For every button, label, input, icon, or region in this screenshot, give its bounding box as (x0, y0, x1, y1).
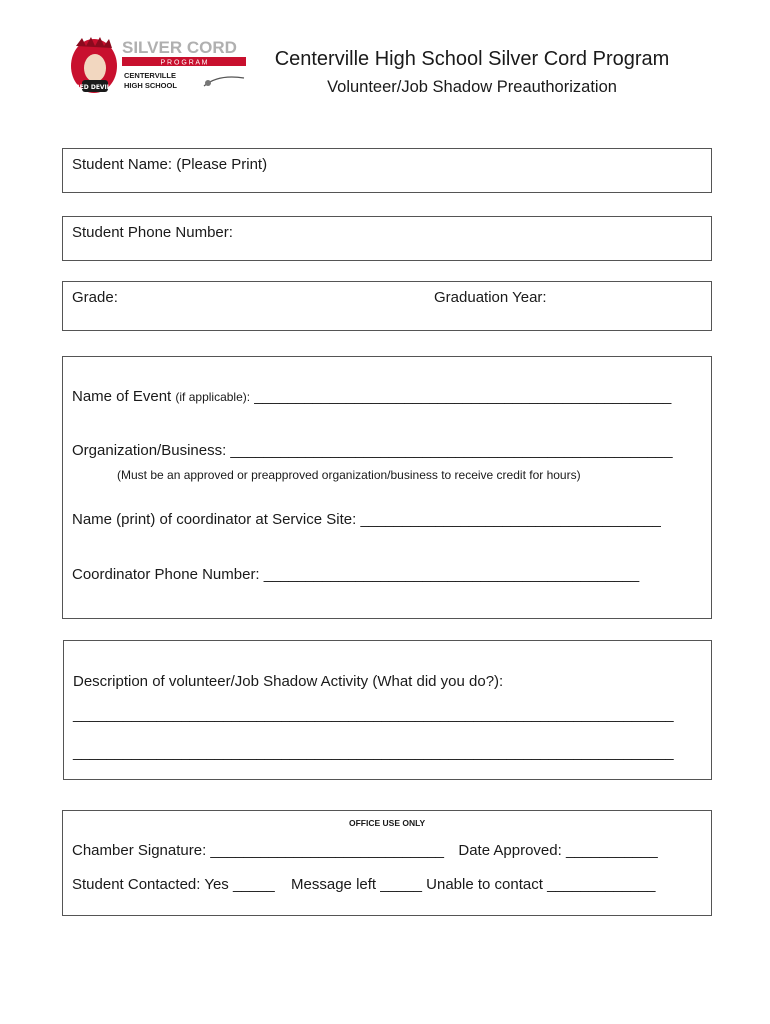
message-left-field[interactable]: _____ (380, 876, 422, 893)
student-contacted-field[interactable]: _____ (232, 876, 275, 893)
logo-line-high-school: HIGH SCHOOL (124, 81, 177, 90)
page-subtitle: Volunteer/Job Shadow Preauthorization (327, 78, 617, 96)
organization-note: (Must be an approved or preapproved organization/business to receive credit for hours) (117, 468, 581, 482)
coordinator-phone-row (72, 566, 639, 583)
grade-box[interactable] (62, 281, 712, 331)
coordinator-name-field[interactable]: ____________________________________ (360, 511, 661, 528)
organization-field[interactable]: _____________________________________________________ (230, 442, 673, 459)
date-approved-label: Date Approved: (458, 842, 562, 859)
unable-to-contact-field[interactable]: _____________ (547, 876, 656, 893)
chamber-signature-label: Chamber Signature: (72, 842, 207, 859)
description-line-1[interactable]: ________________________________________________________________________ (73, 706, 674, 723)
date-approved-field[interactable]: ___________ (565, 842, 658, 859)
student-name-label: Student Name: (Please Print) (72, 156, 268, 173)
logo-line-centerville: CENTERVILLE (124, 71, 176, 80)
logo-line-silver-cord: SILVER CORD (122, 38, 237, 57)
logo-line-program: P R O G R A M (160, 59, 208, 67)
silver-cord-logo (68, 36, 250, 98)
event-name-label: Name of Event (72, 388, 172, 405)
event-name-field[interactable]: __________________________________________________ (254, 388, 672, 405)
coordinator-phone-label: Coordinator Phone Number: (72, 566, 260, 583)
organization-label: Organization/Business: (72, 442, 227, 459)
coordinator-name-label: Name (print) of coordinator at Service Site: (72, 511, 357, 528)
grade-label: Grade: (72, 289, 118, 306)
student-phone-label: Student Phone Number: (72, 224, 233, 241)
student-contacted-label: Student Contacted: Yes (72, 876, 229, 893)
description-line-2[interactable]: ________________________________________________________________________ (73, 744, 674, 761)
chamber-row (72, 842, 658, 859)
office-use-heading: OFFICE USE ONLY (349, 818, 426, 828)
event-name-row (72, 388, 671, 405)
svg-text:RED DEVILS: RED DEVILS (75, 84, 115, 91)
mascot-emblem (71, 37, 117, 93)
coordinator-phone-field[interactable]: _____________________________________________ (263, 566, 640, 583)
coordinator-name-row (72, 511, 661, 528)
event-name-note: (if applicable): (175, 390, 251, 404)
chamber-signature-field[interactable]: ____________________________ (210, 842, 445, 859)
unable-to-contact-label: Unable to contact (426, 876, 543, 893)
page-title: Centerville High School Silver Cord Program (274, 48, 670, 70)
description-label: Description of volunteer/Job Shadow Activity (What did you do?): (73, 673, 504, 690)
graduation-year-label: Graduation Year: (434, 289, 547, 306)
message-left-label: Message left (291, 876, 377, 893)
contacted-row (72, 876, 656, 893)
organization-row (72, 442, 673, 459)
